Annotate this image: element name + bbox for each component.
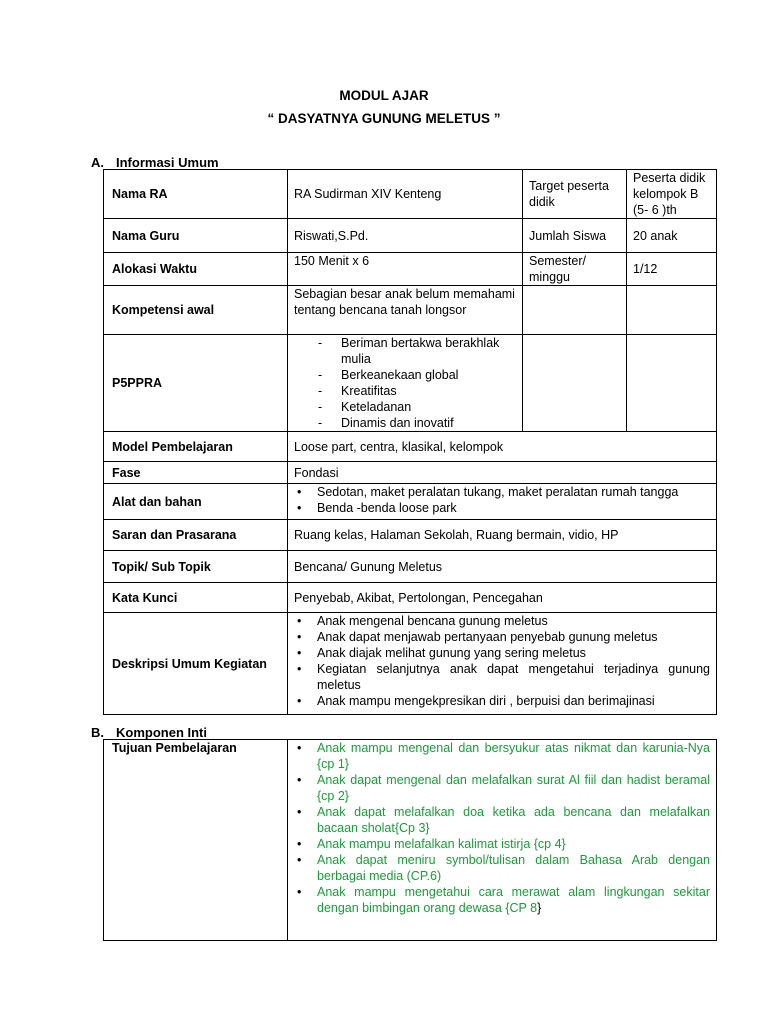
list-item: - Keteladanan [294,399,516,415]
kata-kunci-value: Penyebab, Akibat, Pertolongan, Pencegahan [288,583,717,613]
alat-list [294,484,710,516]
list-item: • Anak dapat melafalkan doa ketika ada bencana dan melafalkan bacaan sholat{Cp 3} [294,804,710,836]
nama-ra-label: Nama RA [104,170,288,219]
list-item: • Sedotan, maket peralatan tukang, maket peralatan rumah tangga [294,484,710,500]
p5ppra-empty-1 [523,335,627,432]
list-item: - Beriman bertakwa berakhlak mulia [294,335,516,367]
row-nama-guru [104,219,717,253]
tujuan-list [294,740,710,916]
list-item: • Anak mampu mengekpresikan diri , berpuisi dan berimajinasi [294,693,710,709]
list-item: • Anak dapat menjawab pertanyaan penyebab gunung meletus [294,629,710,645]
section-b-number: B. [91,725,104,740]
row-tujuan [104,740,717,941]
list-item: • Anak mampu mengenal dan bersyukur atas nikmat dan karunia-Nya {cp 1} [294,740,710,772]
section-b-title: Komponen Inti [116,725,207,740]
topik-value: Bencana/ Gunung Meletus [288,551,717,583]
row-model [104,432,717,462]
row-kompetensi [104,286,717,335]
row-saran [104,520,717,551]
topik-label: Topik/ Sub Topik [104,551,288,583]
fase-label: Fase [104,462,288,484]
nama-ra-value: RA Sudirman XIV Kenteng [288,170,523,219]
section-a-title: Informasi Umum [116,155,219,170]
list-item: - Berkeanekaan global [294,367,516,383]
inti-table [103,739,717,941]
kompetensi-empty-1 [523,286,627,335]
section-a-number: A. [91,155,104,170]
closing-brace: } [537,901,542,915]
p5ppra-list [294,335,516,431]
deskripsi-label: Deskripsi Umum Kegiatan [104,613,288,715]
list-item: • Anak dapat mengenal dan melafalkan surat Al fiil dan hadist beramal {cp 2} [294,772,710,804]
row-alat [104,484,717,520]
list-item: - Kreatifitas [294,383,516,399]
jumlah-value: 20 anak [627,219,717,253]
document-subtitle: “ DASYATNYA GUNUNG MELETUS ” [267,111,501,126]
row-alokasi [104,253,717,286]
alat-label: Alat dan bahan [104,484,288,520]
row-fase [104,462,717,484]
target-label: Target peserta didik [523,170,627,219]
kompetensi-value: Sebagian besar anak belum memahami tentang bencana tanah longsor [288,286,523,335]
list-item: - Dinamis dan inovatif [294,415,516,431]
row-topik [104,551,717,583]
alat-cell [288,484,717,520]
target-value: Peserta didik kelompok B (5- 6 )th [627,170,717,219]
row-nama-ra [104,170,717,219]
tujuan-cell [288,740,717,941]
nama-guru-label: Nama Guru [104,219,288,253]
fase-value: Fondasi [288,462,717,484]
list-item: • Anak diajak melihat gunung yang sering meletus [294,645,710,661]
deskripsi-cell [288,613,717,715]
info-table [103,169,717,715]
list-item: • Anak mengenal bencana gunung meletus [294,613,710,629]
row-kata-kunci [104,583,717,613]
model-value: Loose part, centra, klasikal, kelompok [288,432,717,462]
jumlah-label: Jumlah Siswa [523,219,627,253]
row-p5ppra [104,335,717,432]
p5ppra-empty-2 [627,335,717,432]
kata-kunci-label: Kata Kunci [104,583,288,613]
tujuan-label: Tujuan Pembelajaran [104,740,288,941]
tujuan-item-6-text: Anak mampu mengetahui cara merawat alam lingkungan sekitar dengan bimbingan orang dewasa {CP 8 [317,885,710,915]
alokasi-value: 150 Menit x 6 [288,253,523,286]
list-item: • Kegiatan selanjutnya anak dapat mengetahui terjadinya gunung meletus [294,661,710,693]
saran-value: Ruang kelas, Halaman Sekolah, Ruang bermain, vidio, HP [288,520,717,551]
semester-value: 1/12 [627,253,717,286]
list-item: • Benda -benda loose park [294,500,710,516]
nama-guru-value: Riswati,S.Pd. [288,219,523,253]
p5ppra-cell [288,335,523,432]
deskripsi-list [294,613,710,709]
list-item: • Anak mampu melafalkan kalimat istirja {cp 4} [294,836,710,852]
kompetensi-label: Kompetensi awal [104,286,288,335]
list-item: • Anak dapat meniru symbol/tulisan dalam Bahasa Arab dengan berbagai media (CP.6) [294,852,710,884]
p5ppra-label: P5PPRA [104,335,288,432]
alokasi-label: Alokasi Waktu [104,253,288,286]
semester-label: Semester/ minggu [523,253,627,286]
section-b-heading [91,725,207,740]
row-deskripsi [104,613,717,715]
list-item [294,884,710,916]
kompetensi-empty-2 [627,286,717,335]
model-label: Model Pembelajaran [104,432,288,462]
section-a-heading [91,155,219,170]
saran-label: Saran dan Prasarana [104,520,288,551]
document-title: MODUL AJAR [339,88,429,103]
